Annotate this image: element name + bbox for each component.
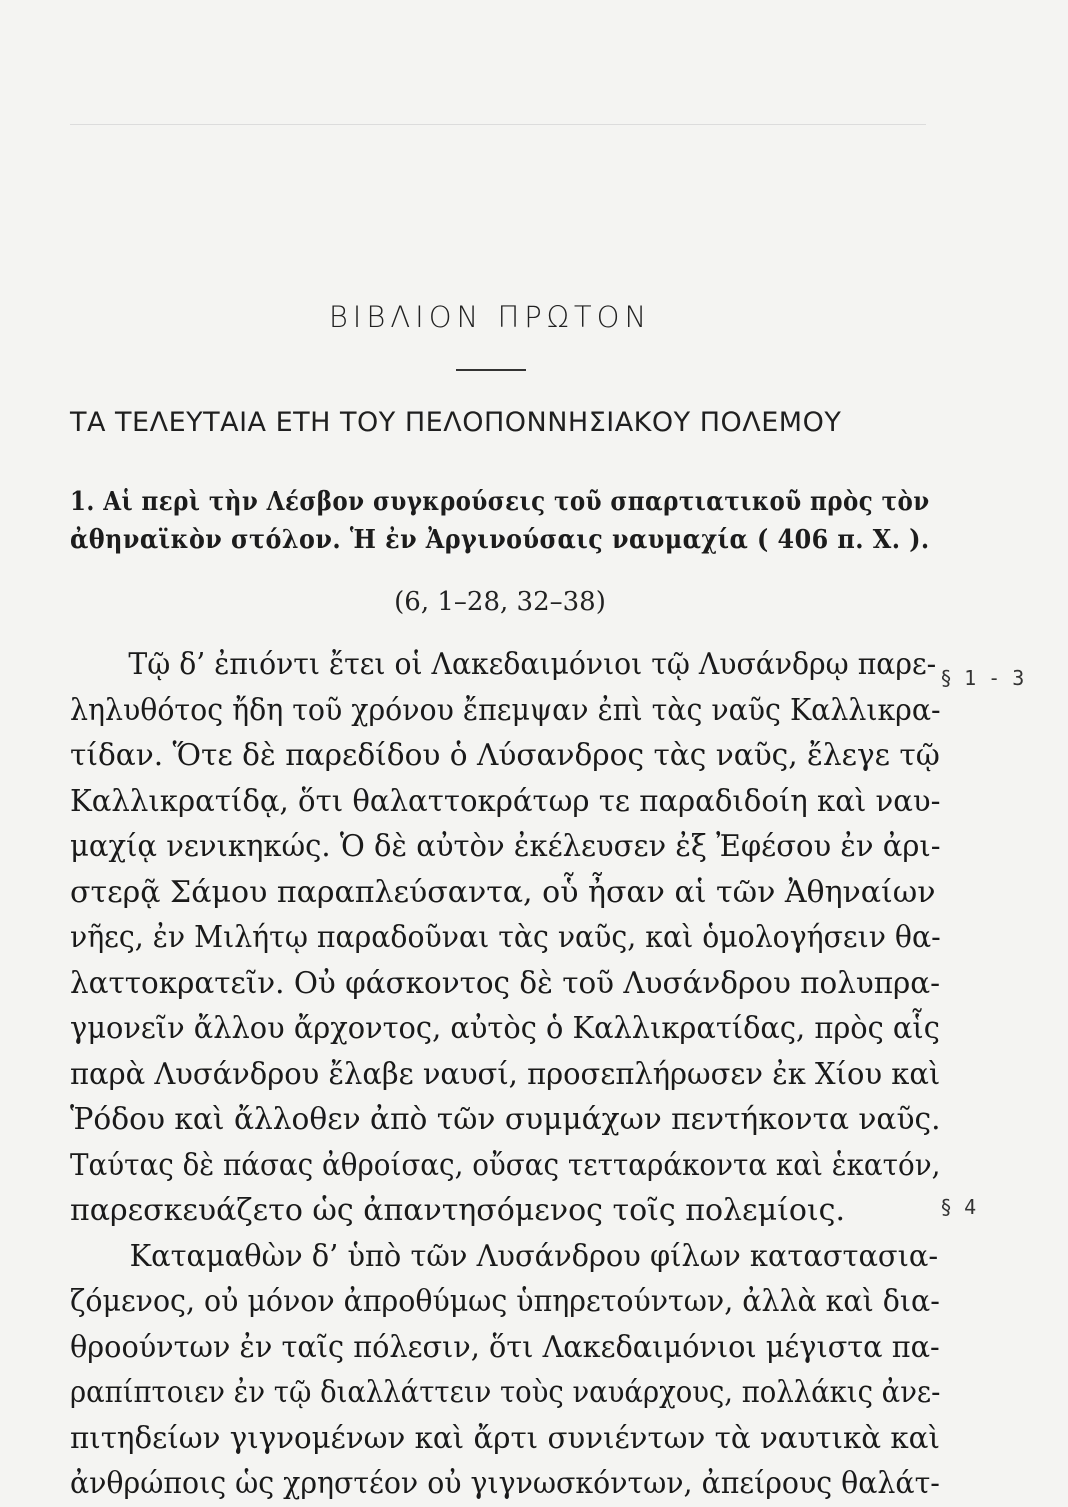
text-line: ζόμενος, οὐ μόνον ἀπροθύμως ὑπηρετούντων, ἀλλὰ καὶ δια- (70, 1284, 940, 1319)
text-line: θροούντων ἐν ταῖς πόλεσιν, ὅτι Λακεδαιμόνιοι μέγιστα πα- (70, 1329, 940, 1365)
chapter-heading-line-2: ἀθηναϊκὸν στόλον. Ἡ ἐν Ἀργινούσαις ναυμαχία ( 406 π. Χ. ). (70, 525, 930, 555)
text-line: Ταύτας δὲ πάσας ἀθροίσας, οὔσας τετταράκοντα καὶ ἑκατόν, (70, 1147, 941, 1183)
text-line: παρεσκευάζετο ὡς ἀπαντησόμενος τοῖς πολεμίοις. (70, 1193, 845, 1228)
text-line: παρὰ Λυσάνδρου ἔλαβε ναυσί, προσεπλήρωσεν ἐκ Χίου καὶ (70, 1056, 941, 1092)
text-line: ραπίπτοιεν ἐν τῷ διαλλάττειν τοὺς ναυάρχους, πολλάκις ἀνε- (70, 1375, 941, 1410)
text-line: λαττοκρατεῖν. Οὐ φάσκοντος δὲ τοῦ Λυσάνδρου πολυπρα- (70, 965, 941, 1001)
text-line: στερᾷ Σάμου παραπλεύσαντα, οὗ ἦσαν αἱ τῶν Ἀθηναίων (70, 874, 936, 910)
margin-reference: § 4 (940, 1195, 977, 1219)
text-line: Καταμαθὼν δ’ ὑπὸ τῶν Λυσάνδρου φίλων καταστασια- (129, 1238, 939, 1274)
text-line: μαχίᾳ νενικηκώς. Ὁ δὲ αὐτὸν ἐκέλευσεν ἐξ Ἐφέσου ἐν ἀρι- (70, 829, 941, 864)
margin-reference: § 1 - 3 (940, 666, 1025, 690)
text-line: ἀνθρώποις ὡς χρηστέον οὐ γιγνωσκόντων, ἀπείρους θαλάτ- (70, 1466, 940, 1501)
text-line: Τῷ δ’ ἐπιόντι ἔτει οἱ Λακεδαιμόνιοι τῷ Λυσάνδρῳ παρε- (128, 647, 937, 682)
text-line: νῆες, ἐν Μιλήτῳ παραδοῦναι τὰς ναῦς, καὶ ὁμολογήσειν θα- (70, 920, 941, 955)
section-title: ΤΑ ΤΕΛΕΥΤΑΙΑ ΕΤΗ ΤΟΥ ΠΕΛΟΠΟΝΝΗΣΙΑΚΟΥ ΠΟΛΕΜΟΥ (70, 407, 842, 438)
title-divider (456, 369, 526, 371)
text-line: πιτηδείων γιγνομένων καὶ ἄρτι συνιέντων τὰ ναυτικὰ καὶ (70, 1420, 940, 1456)
text-line: Ῥόδου καὶ ἄλλοθεν ἀπὸ τῶν συμμάχων πεντήκοντα ναῦς. (70, 1102, 941, 1137)
text-line: τίδαν. Ὅτε δὲ παρεδίδου ὁ Λύσανδρος τὰς ναῦς, ἔλεγε τῷ (70, 738, 940, 773)
text-line: ληλυθότος ἤδη τοῦ χρόνου ἔπεμψαν ἐπὶ τὰς ναῦς Καλλικρα- (70, 692, 941, 728)
book-title: ΒΙΒΛΙΟΝ ΠΡΩΤΟΝ (328, 300, 652, 334)
chapter-heading (70, 483, 930, 559)
text-line: γμονεῖν ἄλλου ἄρχοντος, αὐτὸς ὁ Καλλικρατίδας, πρὸς αἷς (70, 1011, 940, 1046)
chapter-heading-line-1: 1. Αἱ περὶ τὴν Λέσβον συγκρούσεις τοῦ σπαρτιατικοῦ πρὸς τὸν (70, 487, 930, 517)
body-text (70, 642, 940, 1507)
bleed-through-rule (70, 124, 926, 125)
text-line: Καλλικρατίδᾳ, ὅτι θαλαττοκράτωρ τε παραδιδοίη καὶ ναυ- (70, 783, 941, 819)
passage-range: (6, 1–28, 32–38) (394, 587, 606, 617)
